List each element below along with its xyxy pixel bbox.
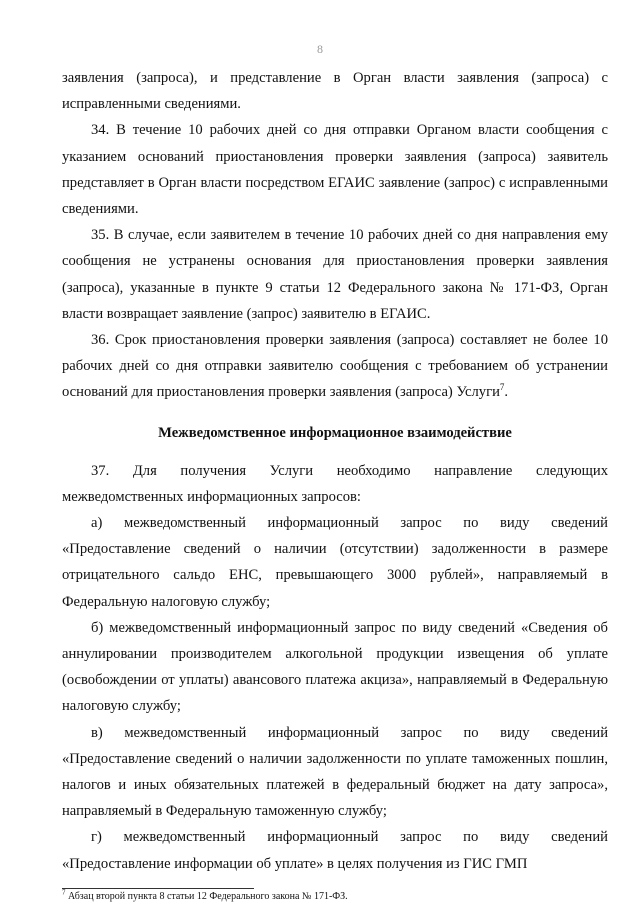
paragraph-36-text: 36. Срок приостановления проверки заявления (запроса) составляет не более 10 рабочих дней со дня отправки заявителю сообщения с требованием об устранении оснований для приостановления проверки заявления (запроса) Услуги [62, 332, 608, 401]
section-heading: Межведомственное информационное взаимодействие [158, 424, 512, 441]
footnote-text: Абзац второй пункта 8 статьи 12 Федерального закона № 171-ФЗ. [68, 891, 348, 902]
footnote [62, 888, 608, 903]
paragraph-35: 35. В случае, если заявителем в течение 10 рабочих дней со дня направления ему сообщения не устранены основания для приостановления проверки заявления (запроса), указанные в пункте 9 статьи 12 Федерального закона № 171-ФЗ, Орган власти возвращает заявление (запрос) заявителю в ЕГАИС. [62, 227, 608, 322]
page-number: 8 [317, 42, 323, 56]
list-item-a: а) межведомственный информационный запрос по виду сведений «Предоставление сведений о наличии (отсутствии) задолженности в размере отрицательного сальдо ЕНС, превышающего 3000 рублей», направляемый в Федеральную налоговую службу; [62, 515, 608, 610]
list-item-b: б) межведомственный информационный запрос по виду сведений «Сведения об аннулировании производителем алкогольной продукции извещения об уплате (освобождении от уплаты) авансового платежа акциза», направляемый в Федеральную налоговую службу; [62, 619, 608, 715]
paragraph-36: 36. Срок приостановления проверки заявления (запроса) составляет не более 10 рабочих дней со дня отправки заявителю сообщения с требованием об устранении оснований для приостановления проверки заявления (запроса) Услуги$^7$. [62, 332, 608, 401]
paragraph-34: 34. В течение 10 рабочих дней со дня отправки Органом власти сообщения с указанием оснований приостановления проверки заявления (запроса) заявитель представляет в Орган власти посредством ЕГАИС заявление (запрос) с исправленными сведениями. [62, 122, 608, 218]
list-item-v: в) межведомственный информационный запрос по виду сведений «Предоставление сведений о наличии задолженности по уплате таможенных пошлин, налогов и иных обязательных платежей в федеральный бюджет на дату запроса», направляемый в Федеральную таможенную службу; [62, 724, 608, 820]
paragraph-37: 37. Для получения Услуги необходимо направление следующих межведомственных информационных запросов: [62, 462, 608, 505]
footnote-divider [62, 888, 254, 889]
footnote-marker: 7 [62, 888, 66, 897]
page-body [62, 65, 608, 877]
list-item-g: г) межведомственный информационный запрос по виду сведений «Предоставление информации об уплате» в целях получения из ГИС ГМП [62, 829, 608, 872]
footnote-reference: 7 [499, 382, 505, 393]
paragraph-continuation: заявления (запроса), и представление в Орган власти заявления (запроса) с исправленными сведениями. [62, 70, 608, 113]
